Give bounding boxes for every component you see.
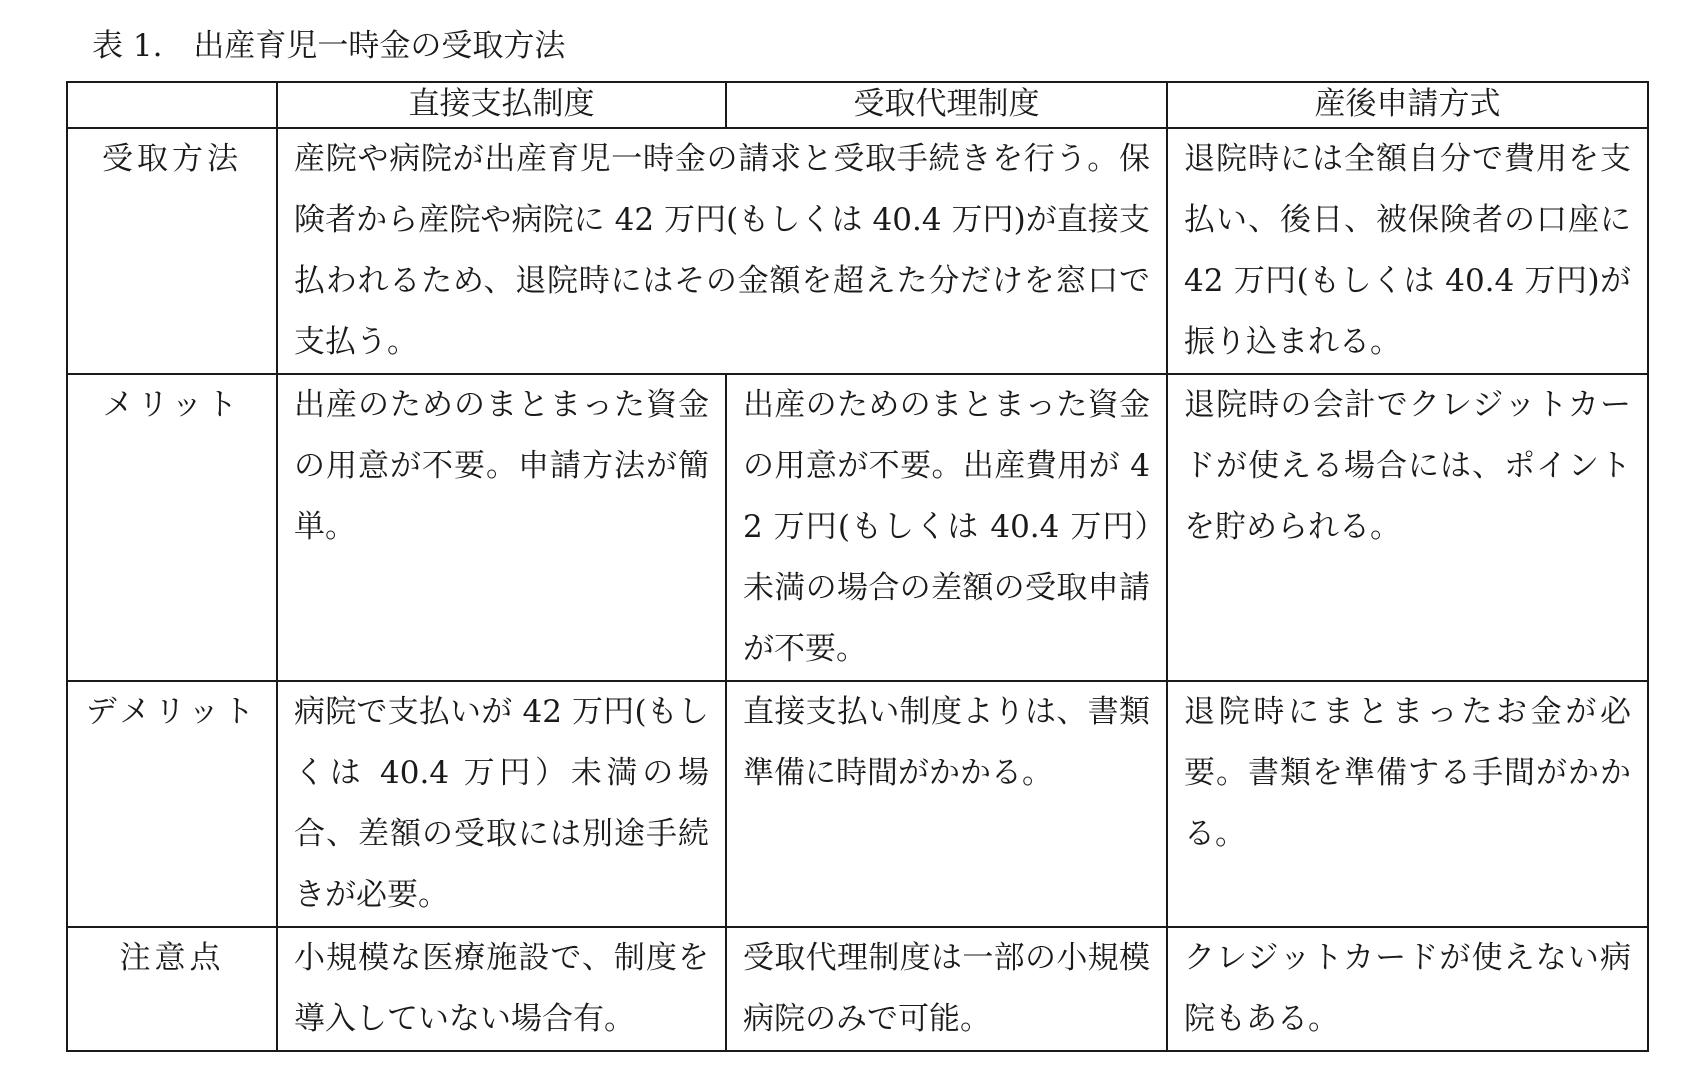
table-row-merit — [67, 374, 1648, 681]
row-label-merit: メリット — [67, 374, 277, 681]
cell-note-postpartum: クレジットカードが使えない病院もある。 — [1167, 927, 1648, 1051]
payment-methods-table — [66, 81, 1649, 1052]
table-row-method — [67, 128, 1648, 374]
cell-note-direct: 小規模な医療施設で、制度を導入していない場合有。 — [277, 927, 726, 1051]
cell-note-agent: 受取代理制度は一部の小規模病院のみで可能。 — [726, 927, 1167, 1051]
cell-merit-postpartum: 退院時の会計でクレジットカードが使える場合には、ポイントを貯められる。 — [1167, 374, 1648, 681]
table-caption: 表 1. 出産育児一時金の受取方法 — [92, 28, 566, 64]
row-label-method: 受取方法 — [67, 128, 277, 374]
cell-merit-agent: 出産のためのまとまった資金の用意が不要。出産費用が 42 万円(もしくは 40.4 万円）未満の場合の差額の受取申請が不要。 — [726, 374, 1167, 681]
row-label-note: 注意点 — [67, 927, 277, 1051]
header-postpartum-application: 産後申請方式 — [1167, 82, 1648, 128]
table-header-row — [67, 82, 1648, 128]
table-row-demerit — [67, 681, 1648, 927]
cell-demerit-direct: 病院で支払いが 42 万円(もしくは 40.4 万円）未満の場合、差額の受取には別途手続きが必要。 — [277, 681, 726, 927]
cell-demerit-postpartum: 退院時にまとまったお金が必要。書類を準備する手間がかかる。 — [1167, 681, 1648, 927]
row-label-demerit: デメリット — [67, 681, 277, 927]
header-direct-payment: 直接支払制度 — [277, 82, 726, 128]
cell-method-direct-and-agent: 産院や病院が出産育児一時金の請求と受取手続きを行う。保険者から産院や病院に 42 万円(もしくは 40.4 万円)が直接支払われるため、退院時にはその金額を超えた分だけを窓口で支払う。 — [277, 128, 1167, 374]
cell-demerit-agent: 直接支払い制度よりは、書類準備に時間がかかる。 — [726, 681, 1167, 927]
cell-method-postpartum: 退院時には全額自分で費用を支払い、後日、被保険者の口座に 42 万円(もしくは 40.4 万円)が振り込まれる。 — [1167, 128, 1648, 374]
header-agent-receipt: 受取代理制度 — [726, 82, 1167, 128]
table-row-note — [67, 927, 1648, 1051]
header-empty-cell — [67, 82, 277, 128]
cell-merit-direct: 出産のためのまとまった資金の用意が不要。申請方法が簡単。 — [277, 374, 726, 681]
